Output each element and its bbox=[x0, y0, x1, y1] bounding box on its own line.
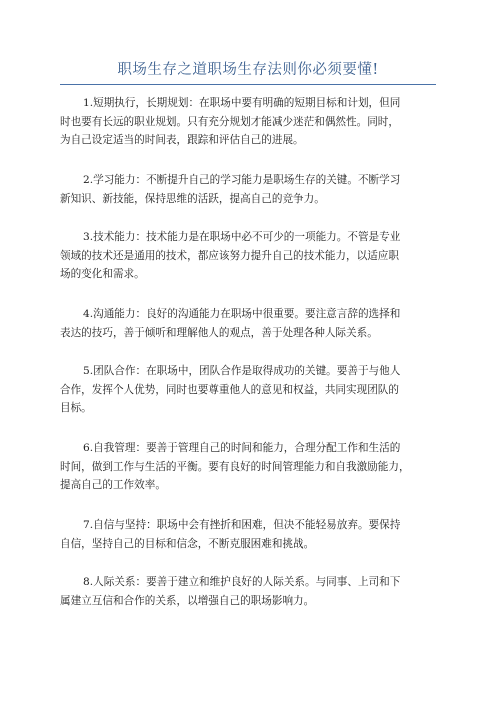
paragraph-line: 8.人际关系：要善于建立和维护良好的人际关系。与同事、上司和下 bbox=[83, 576, 401, 588]
paragraph-line: 4.沟通能力：良好的沟通能力在职场中很重要。要注意言辞的选择和 bbox=[83, 308, 401, 320]
paragraph-line: 新知识、新技能，保持思维的活跃，提高自己的竞争力。 bbox=[60, 192, 325, 205]
paragraph-line: 合作，发挥个人优势，同时也要尊重他人的意见和权益，共同实现团队的 bbox=[60, 383, 399, 396]
paragraph-short-term-execution bbox=[60, 94, 440, 150]
paragraph-line: 表达的技巧，善于倾听和理解他人的观点，善于处理各种人际关系。 bbox=[60, 326, 378, 339]
paragraph-learning-ability bbox=[60, 171, 440, 208]
paragraph-line: 提高自己的工作效率。 bbox=[60, 479, 166, 491]
title-divider bbox=[60, 84, 436, 85]
paragraph-line: 6.自我管理：要善于管理自己的时间和能力，合理分配工作和生活的 bbox=[83, 442, 401, 454]
paragraph-technical-ability bbox=[60, 228, 440, 284]
paragraph-line: 7.自信与坚持：职场中会有挫折和困难，但决不能轻易放弃。要保持 bbox=[83, 519, 401, 531]
paragraph-line: 领域的技术还是通用的技术，都应该努力提升自己的技术能力，以适应职 bbox=[60, 249, 399, 262]
paragraph-interpersonal-relations bbox=[60, 573, 440, 610]
paragraph-line: 时间，做到工作与生活的平衡。要有良好的时间管理能力和自我激励能力， bbox=[60, 460, 410, 473]
paragraph-line: 3.技术能力：技术能力是在职场中必不可少的一项能力。不管是专业 bbox=[83, 231, 401, 243]
paragraph-line: 2.学习能力：不断提升自己的学习能力是职场生存的关键。不断学习 bbox=[83, 174, 401, 186]
paragraph-line: 场的变化和需求。 bbox=[60, 268, 145, 280]
paragraph-line: 时也要有长远的职业规划。只有充分规划才能减少迷茫和偶然性。同时， bbox=[60, 115, 399, 128]
paragraph-confidence-persistence bbox=[60, 516, 440, 553]
page-title: 职场生存之道职场生存法则你必须要懂! bbox=[117, 62, 379, 78]
paragraph-line: 目标。 bbox=[60, 402, 92, 414]
paragraph-line: 1.短期执行，长期规划：在职场中要有明确的短期目标和计划，但同 bbox=[83, 97, 401, 109]
paragraph-line: 自信，坚持自己的目标和信念，不断克服困难和挑战。 bbox=[60, 537, 315, 550]
paragraph-line: 5.团队合作：在职场中，团队合作是取得成功的关键。要善于与他人 bbox=[83, 365, 401, 377]
paragraph-self-management bbox=[60, 439, 440, 495]
paragraph-line: 属建立互信和合作的关系，以增强自己的职场影响力。 bbox=[60, 594, 315, 607]
paragraph-teamwork bbox=[60, 362, 440, 418]
paragraph-line: 为自己设定适当的时间表，跟踪和评估自己的进展。 bbox=[60, 134, 304, 146]
paragraph-communication bbox=[60, 305, 440, 342]
